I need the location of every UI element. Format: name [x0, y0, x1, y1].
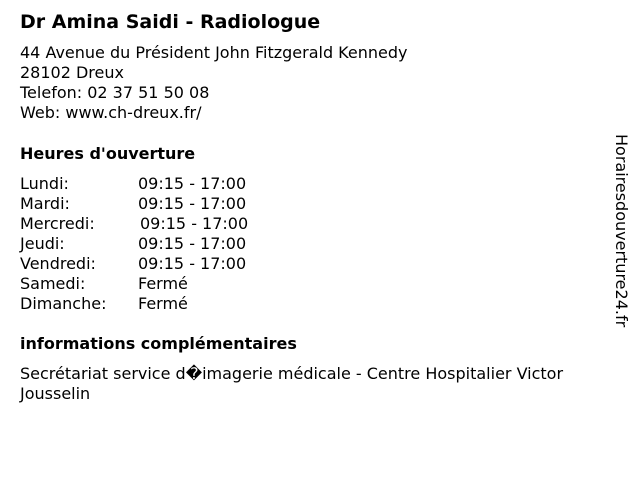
page-title: Dr Amina Saidi - Radiologue	[20, 11, 321, 33]
phone-line: Telefon: 02 37 51 50 08	[20, 83, 210, 102]
day-label: Mercredi:	[20, 214, 95, 233]
time-value: Fermé	[138, 294, 188, 313]
hours-row-tuesday	[20, 194, 248, 214]
time-value: 09:15 - 17:00	[138, 254, 247, 273]
hours-row-wednesday	[20, 214, 248, 234]
opening-hours-heading: Heures d'ouverture	[20, 144, 196, 163]
day-label: Jeudi:	[20, 234, 65, 253]
web-line: Web: www.ch-dreux.fr/	[20, 103, 202, 122]
hours-row-thursday	[20, 234, 248, 254]
time-value: 09:15 - 17:00	[138, 234, 247, 253]
address-line: 44 Avenue du Président John Fitzgerald Kennedy	[20, 43, 408, 62]
hours-row-saturday	[20, 274, 248, 294]
additional-info-text: Secrétariat service d�imagerie médicale - Centre Hospitalier Victor Jousselin	[20, 364, 564, 403]
time-value: 09:15 - 17:00	[140, 214, 249, 233]
time-value: 09:15 - 17:00	[138, 194, 247, 213]
day-label: Dimanche:	[20, 294, 107, 313]
additional-info-heading: informations complémentaires	[20, 334, 297, 353]
hours-row-monday	[20, 174, 248, 194]
time-value: 09:15 - 17:00	[138, 174, 247, 193]
time-value: Fermé	[138, 274, 188, 293]
day-label: Mardi:	[20, 194, 70, 213]
city-line: 28102 Dreux	[20, 63, 124, 82]
hours-row-friday	[20, 254, 248, 274]
opening-hours-table	[20, 174, 248, 314]
hours-row-sunday	[20, 294, 248, 314]
contact-block	[20, 43, 407, 123]
day-label: Lundi:	[20, 174, 69, 193]
site-watermark: Horairesdouverture24.fr	[612, 134, 631, 328]
day-label: Vendredi:	[20, 254, 96, 273]
day-label: Samedi:	[20, 274, 86, 293]
